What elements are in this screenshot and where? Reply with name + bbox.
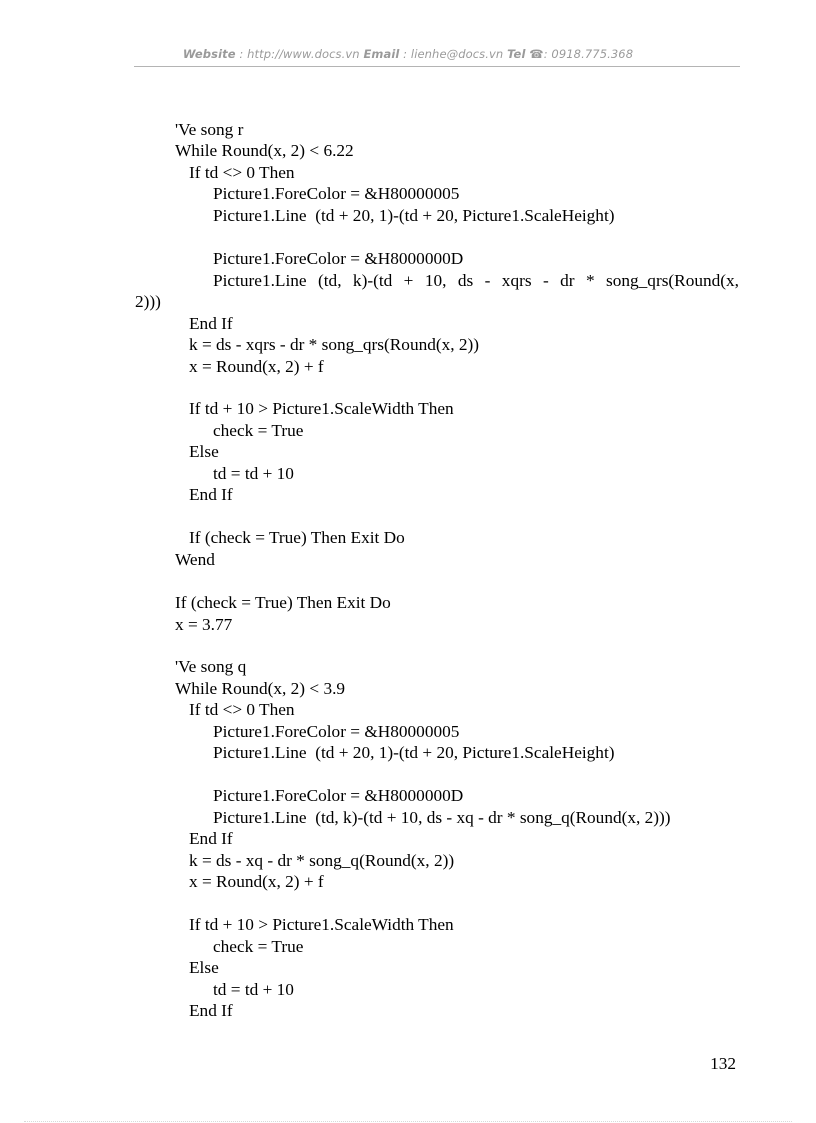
code-line: Picture1.Line (td, k)-(td + 10, ds - xqrs - dr * song_qrs(Round(x, xyxy=(213,271,739,290)
code-line: 2))) xyxy=(135,292,161,311)
code-line: If (check = True) Then Exit Do xyxy=(175,593,391,612)
code-line: End If xyxy=(189,1001,233,1020)
code-line: End If xyxy=(189,314,233,333)
email-address: : lienhe@docs.vn xyxy=(399,47,508,61)
code-line: check = True xyxy=(213,421,304,440)
code-line: Picture1.ForeColor = &H8000000D xyxy=(213,786,464,805)
code-line: While Round(x, 2) < 3.9 xyxy=(175,679,346,698)
code-line: x = Round(x, 2) + f xyxy=(189,872,324,891)
website-url: : http://www.docs.vn xyxy=(235,47,364,61)
code-line: While Round(x, 2) < 6.22 xyxy=(175,141,354,160)
code-line: td = td + 10 xyxy=(213,464,294,483)
page-number: 132 xyxy=(710,1054,736,1073)
code-line: If td + 10 > Picture1.ScaleWidth Then xyxy=(189,399,454,418)
code-line: End If xyxy=(189,829,233,848)
code-line: x = Round(x, 2) + f xyxy=(189,357,324,376)
code-line: k = ds - xqrs - dr * song_qrs(Round(x, 2)) xyxy=(189,335,480,354)
code-line: Picture1.ForeColor = &H8000000D xyxy=(213,249,464,268)
page-header xyxy=(0,47,816,61)
email-label: Email xyxy=(363,47,400,61)
code-line: Picture1.ForeColor = &H80000005 xyxy=(213,722,460,741)
code-line: Picture1.Line (td + 20, 1)-(td + 20, Picture1.ScaleHeight) xyxy=(213,743,615,762)
code-line: Picture1.ForeColor = &H80000005 xyxy=(213,184,460,203)
footer-divider xyxy=(24,1121,792,1122)
code-line: check = True xyxy=(213,937,304,956)
code-line: If td <> 0 Then xyxy=(189,163,295,182)
header-divider xyxy=(134,66,740,67)
phone-icon: ☎ xyxy=(529,47,544,61)
code-line: x = 3.77 xyxy=(175,615,233,634)
code-line: k = ds - xq - dr * song_q(Round(x, 2)) xyxy=(189,851,455,870)
code-line: Picture1.Line (td, k)-(td + 10, ds - xq - dr * song_q(Round(x, 2))) xyxy=(213,808,671,827)
code-line: If td + 10 > Picture1.ScaleWidth Then xyxy=(189,915,454,934)
code-line: If td <> 0 Then xyxy=(189,700,295,719)
code-line: 'Ve song r xyxy=(175,120,244,139)
phone-number: : 0918.775.368 xyxy=(543,47,634,61)
code-line: 'Ve song q xyxy=(175,657,247,676)
code-line: If (check = True) Then Exit Do xyxy=(189,528,405,547)
code-line: End If xyxy=(189,485,233,504)
code-line: Wend xyxy=(175,550,215,569)
tel-label: Tel xyxy=(507,47,526,61)
code-line: td = td + 10 xyxy=(213,980,294,999)
code-line: Else xyxy=(189,958,219,977)
code-line: Picture1.Line (td + 20, 1)-(td + 20, Picture1.ScaleHeight) xyxy=(213,206,615,225)
website-label: Website xyxy=(182,47,236,61)
code-line: Else xyxy=(189,442,219,461)
